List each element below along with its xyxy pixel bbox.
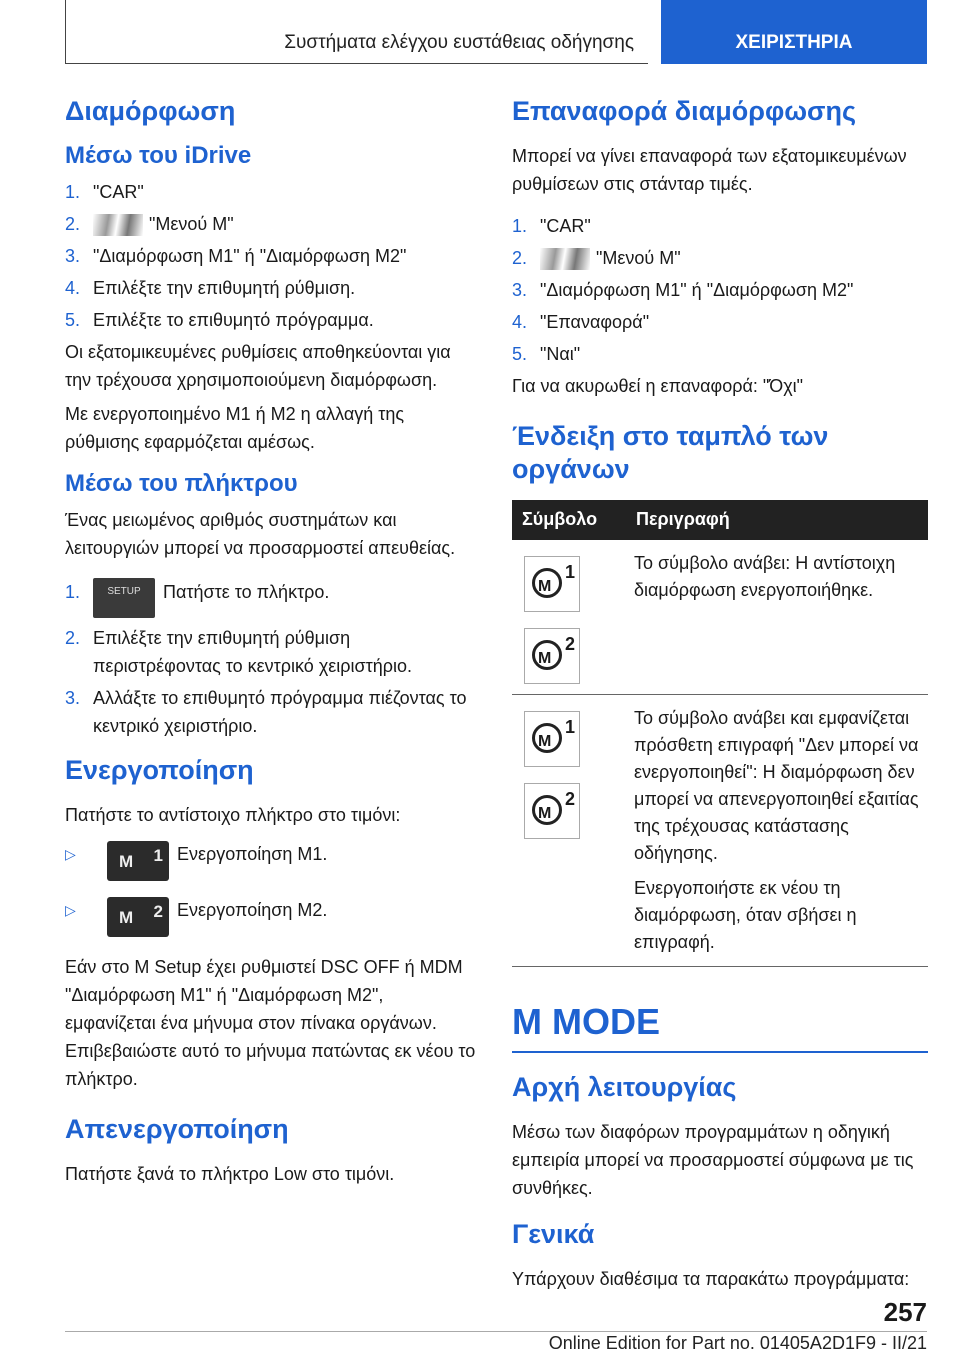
setup-button-icon: SETUP xyxy=(93,578,155,618)
list-item: 5. "Ναι" xyxy=(512,340,928,368)
list-item: 1. "CAR" xyxy=(65,178,478,206)
triangle-icon: ▷ xyxy=(65,901,76,918)
paragraph: Ένας μειωμένος αριθμός συστημάτων και λειτουργιών μπορεί να προσαρμοστεί απευθείας. xyxy=(65,509,456,558)
configuration-heading: Διαμόρφωση xyxy=(65,96,236,126)
paragraph: Πατήστε το αντίστοιχο πλήκτρο στο τιμόνι: xyxy=(65,804,401,825)
list-item: 4. "Επαναφορά" xyxy=(512,308,928,336)
list-item: 2. Επιλέξτε την επιθυμητή ρύθμιση περιστρέφοντας το κεντρικό χειριστήριο. xyxy=(65,624,478,680)
triangle-icon: ▷ xyxy=(65,845,76,862)
activation-list xyxy=(65,841,478,945)
step-number: 3. xyxy=(65,687,81,708)
button-heading: Μέσω του πλήκτρου xyxy=(65,469,298,497)
m1-mode-icon: M 1 xyxy=(524,556,580,612)
list-item: 3. "Διαμόρφωση M1" ή "Διαμόρφωση M2" xyxy=(512,276,928,304)
right-column xyxy=(512,95,928,1299)
paragraph: Μπορεί να γίνει επαναφορά των εξατομικευμένων ρυθμίσεων στις στάνταρ τιμές. xyxy=(512,145,907,194)
principle-heading: Αρχή λειτουργίας xyxy=(512,1071,737,1102)
m2-mode-icon: M 2 xyxy=(524,783,580,839)
table-header: Σύμβολο xyxy=(512,500,626,540)
table-row xyxy=(512,540,928,695)
page-header xyxy=(65,0,927,64)
step-number: 2. xyxy=(65,213,81,234)
step-number: 3. xyxy=(65,245,81,266)
general-heading: Γενικά xyxy=(512,1218,595,1249)
list-item: 3. "Διαμόρφωση M1" ή "Διαμόρφωση M2" xyxy=(65,242,478,270)
table-header: Περιγραφή xyxy=(626,500,928,540)
description-cell: Το σύμβολο ανάβει και εμφανίζεται πρόσθετη επιγραφή "Δεν μπορεί να ενεργοποιηθεί": Η διαμόρφωση δεν μπορεί να απενεργοποιηθεί εξαιτίας της τρέχουσας κατάστασης οδήγησης. Ενεργοποιήστε εκ νέου τη διαμόρφωση, όταν σβήσει η επιγραφή. xyxy=(626,694,928,966)
list-item: ▷ M 1 Ενεργοποίηση M1. xyxy=(65,841,478,889)
paragraph: Με ενεργοποιημένο M1 ή M2 η αλλαγή της ρύθμισης εφαρμόζεται αμέσως. xyxy=(65,403,405,452)
step-number: 4. xyxy=(65,277,81,298)
edition-text: Online Edition for Part no. 01405A2D1F9 - II/21 xyxy=(548,1333,927,1353)
list-item: 4. Επιλέξτε την επιθυμητή ρύθμιση. xyxy=(65,274,478,302)
display-heading: Ένδειξη στο ταμπλό των οργάνων xyxy=(512,420,829,484)
step-number: 1. xyxy=(512,215,528,236)
left-column xyxy=(65,95,478,1194)
footer-divider xyxy=(65,1331,927,1332)
m-menu-icon xyxy=(93,214,143,236)
list-item: 5. Επιλέξτε το επιθυμητό πρόγραμμα. xyxy=(65,306,478,334)
symbol-table xyxy=(512,500,928,967)
chapter-tab[interactable]: ΧΕΙΡΙΣΤΗΡΙΑ xyxy=(661,0,927,64)
symbol-cell xyxy=(512,694,626,966)
step-number: 1. xyxy=(65,181,81,202)
m-menu-icon xyxy=(540,248,590,270)
paragraph: Μέσω των διαφόρων προγραμμάτων η οδηγική εμπειρία μπορεί να προσαρμοστεί σύμφωνα με τις συνθήκες. xyxy=(512,1121,914,1198)
list-item: 1. SETUP Πατήστε το πλήκτρο. xyxy=(65,578,478,620)
activation-heading: Ενεργοποίηση xyxy=(65,754,254,785)
m-mode-title: M MODE xyxy=(512,1001,928,1053)
list-item: 2. "Μενού M" xyxy=(512,244,928,272)
list-item: ▷ M 2 Ενεργοποίηση M2. xyxy=(65,897,478,945)
idrive-steps xyxy=(65,178,478,334)
reset-steps xyxy=(512,212,928,368)
paragraph: Για να ακυρωθεί η επαναφορά: "Όχι" xyxy=(512,375,804,396)
list-item: 2. "Μενού M" xyxy=(65,210,478,238)
page-number: 257 xyxy=(883,1297,927,1327)
description-cell: Το σύμβολο ανάβει: Η αντίστοιχη διαμόρφωση ενεργοποιήθηκε. xyxy=(626,540,928,695)
m1-steering-button-icon: M 1 xyxy=(107,841,169,881)
paragraph: Εάν στο M Setup έχει ρυθμιστεί DSC OFF ή MDM "Διαμόρφωση M1" ή "Διαμόρφωση M2", εμφανίζεται ένα μήνυμα στον πίνακα οργάνων. Επιβεβαιώστε αυτό το μήνυμα πατώντας εκ νέου το πλήκτρο. xyxy=(65,956,476,1089)
paragraph: Υπάρχουν διαθέσιμα τα παρακάτω προγράμματα: xyxy=(512,1268,910,1289)
button-steps xyxy=(65,578,478,740)
step-number: 2. xyxy=(512,247,528,268)
m2-steering-button-icon: M 2 xyxy=(107,897,169,937)
step-number: 4. xyxy=(512,311,528,332)
step-number: 3. xyxy=(512,279,528,300)
symbol-cell xyxy=(512,540,626,695)
step-number: 1. xyxy=(65,581,81,602)
paragraph: Πατήστε ξανά το πλήκτρο Low στο τιμόνι. xyxy=(65,1163,395,1184)
m2-mode-icon: M 2 xyxy=(524,628,580,684)
paragraph: Οι εξατομικευμένες ρυθμίσεις αποθηκεύονται για την τρέχουσα χρησιμοποιούμενη διαμόρφωση. xyxy=(65,341,451,390)
table-header-row xyxy=(512,500,928,540)
step-number: 5. xyxy=(512,343,528,364)
section-title: Συστήματα ελέγχου ευστάθειας οδήγησης xyxy=(65,0,648,64)
list-item: 3. Αλλάξτε το επιθυμητό πρόγραμμα πιέζοντας το κεντρικό χειριστήριο. xyxy=(65,684,478,740)
list-item: 1. "CAR" xyxy=(512,212,928,240)
step-number: 2. xyxy=(65,627,81,648)
footer xyxy=(549,1333,927,1354)
step-number: 5. xyxy=(65,309,81,330)
table-row xyxy=(512,694,928,966)
reset-heading: Επαναφορά διαμόρφωσης xyxy=(512,96,857,126)
deactivation-heading: Απενεργοποίηση xyxy=(65,1113,289,1144)
m1-mode-icon: M 1 xyxy=(524,711,580,767)
idrive-heading: Μέσω του iDrive xyxy=(65,141,252,169)
